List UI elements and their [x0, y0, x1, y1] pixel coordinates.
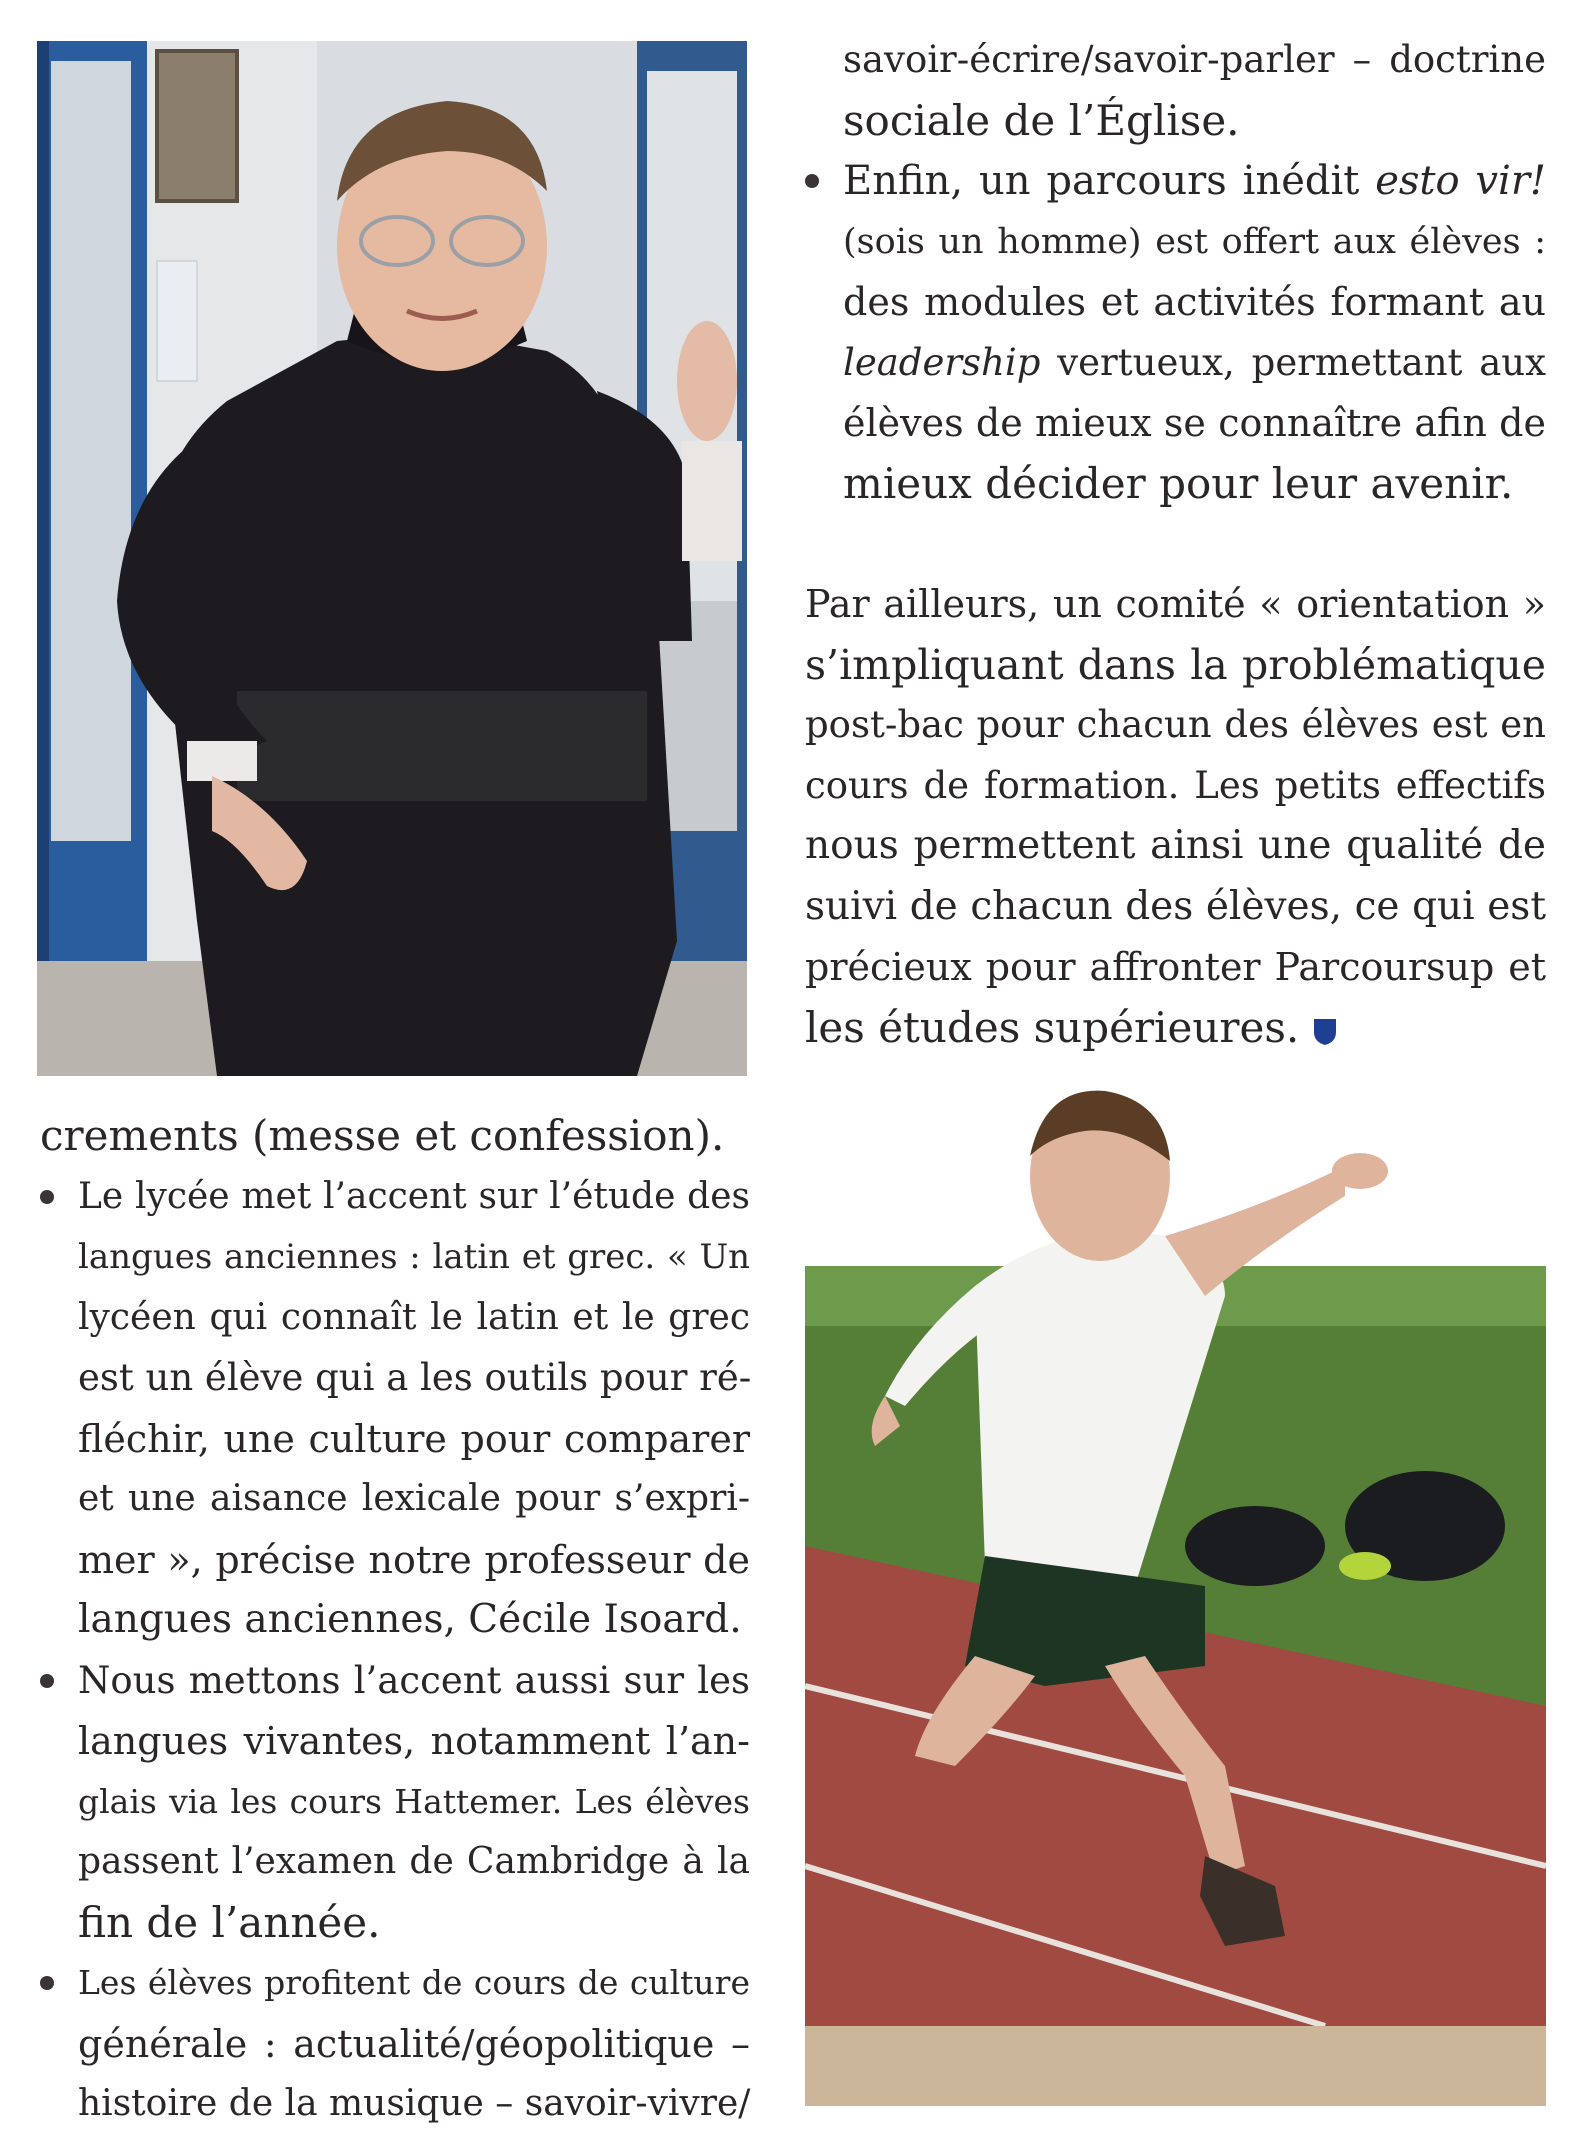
orientation-paragraph: [805, 574, 1546, 1058]
text-line: glais via les cours Hattemer. Les élèves: [78, 1781, 750, 1821]
bullet-langues-anciennes: [40, 1167, 750, 1651]
text-line: élèves de mieux se connaître afin de: [843, 401, 1546, 445]
bullet-continuation: [40, 1106, 750, 1167]
right-text-column: [805, 30, 1546, 1058]
text-line: langues vivantes, notamment l’an-: [78, 1719, 750, 1763]
text-line: et une aisance lexicale pour s’expri-: [78, 1478, 750, 1519]
bullet-dot-icon: [805, 174, 819, 188]
left-text-column: [40, 1106, 750, 2135]
text-line: crements (messe et confession).: [40, 1111, 725, 1160]
text-line: (sois un homme) est offert aux élèves :: [843, 221, 1546, 262]
text-line: mieux décider pour leur avenir.: [843, 458, 1514, 508]
text-line: leadership vertueux, permettant aux: [843, 340, 1546, 384]
text-line: est un élève qui a les outils pour ré-: [78, 1356, 752, 1399]
esto-vir-emphasis: esto vir!: [1375, 158, 1547, 204]
bullet-continuation: [805, 30, 1546, 151]
text-line: les études supérieures.: [805, 998, 1546, 1059]
text-line: des modules et activités formant au: [843, 280, 1546, 324]
text-line: langues anciennes : latin et grec. « Un: [78, 1237, 750, 1277]
bullet-culture-generale: [40, 1953, 750, 2135]
text-line: suivi de chacun des élèves, ce qui est: [805, 883, 1546, 929]
text-line: mer », précise notre professeur de: [78, 1537, 750, 1582]
text-line: Le lycée met l’accent sur l’étude des: [78, 1175, 750, 1217]
bullet-dot-icon: [40, 1674, 54, 1688]
text-line: générale : actualité/géopolitique –: [78, 2021, 750, 2066]
text-line: savoir-écrire/savoir-parler – doctrine: [843, 38, 1546, 81]
text-line: Enfin, un parcours inédit esto vir!: [843, 158, 1547, 204]
text-line: précieux pour affronter Parcoursup et: [805, 945, 1546, 989]
text-line: nous permettent ainsi une qualité de: [805, 823, 1546, 868]
text-line: langues anciennes, Cécile Isoard.: [78, 1597, 742, 1642]
text-line: fin de l’année.: [78, 1897, 381, 1947]
bullet-esto-vir: [805, 151, 1546, 514]
text-line: histoire de la musique – savoir-vivre/: [78, 2083, 751, 2124]
athlete-photo: [805, 1066, 1546, 2106]
bullet-dot-icon: [40, 1190, 54, 1204]
text-line: lycéen qui connaît le latin et le grec: [78, 1296, 750, 1338]
text-line: post-bac pour chacun des élèves est en: [805, 703, 1546, 746]
text-line: Nous mettons l’accent aussi sur les: [78, 1658, 750, 1702]
leadership-emphasis: leadership: [843, 340, 1041, 384]
text-line: cours de formation. Les petits effectifs: [805, 763, 1546, 807]
text-line: sociale de l’Église.: [843, 95, 1240, 145]
shield-icon: [1313, 1018, 1337, 1046]
text-line: Les élèves profitent de cours de culture: [78, 1963, 750, 2002]
bullet-dot-icon: [40, 1976, 54, 1990]
text-line: Par ailleurs, un comité « orientation »: [805, 582, 1546, 626]
text-line: s’impliquant dans la problématique: [805, 640, 1546, 689]
priest-photo: [37, 41, 747, 1076]
text-line: passent l’examen de Cambridge à la: [78, 1841, 750, 1882]
text-line: fléchir, une culture pour comparer: [78, 1416, 750, 1461]
bullet-langues-vivantes: [40, 1651, 750, 1954]
